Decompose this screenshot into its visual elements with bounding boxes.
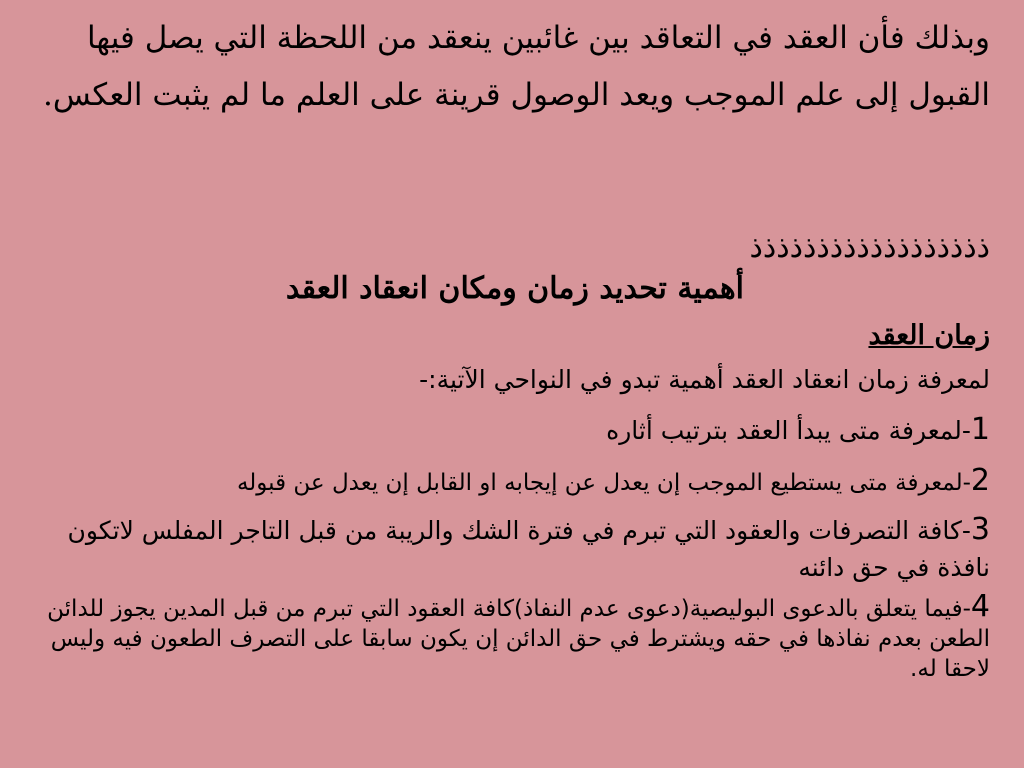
section-heading: أهمية تحديد زمان ومكان انعقاد العقد	[285, 271, 744, 306]
list-item	[30, 511, 990, 586]
item-text: -لمعرفة متى يبدأ العقد بترتيب أثاره	[606, 416, 971, 445]
item-number: 1	[970, 412, 990, 447]
intro-line: لمعرفة زمان انعقاد العقد أهمية تبدو في النواحي الآتية:-	[419, 365, 990, 394]
list-item	[30, 589, 990, 684]
list-item	[30, 408, 990, 453]
list-item	[30, 459, 990, 505]
filler-text: ذذذذذذذذذذذذذذذذذذ	[749, 230, 990, 265]
item-number: 4	[970, 589, 990, 624]
item-text: -فيما يتعلق بالدعوى البوليصية(دعوى عدم النفاذ)كافة العقود التي تبرم من قبل المدين يجوز للدائن الطعن بعدم نفاذها في حقه ويشترط في حق الدائن إن يكون سابقا على التصرف الطعون فيه وليس لاحقا له.	[47, 596, 990, 682]
item-text: -كافة التصرفات والعقود التي تبرم في فترة الشك والريبة من قبل التاجر المفلس لاتكون نافذة في حق دائنه	[67, 516, 990, 582]
item-text: -لمعرفة متى يستطيع الموجب إن يعدل عن إيجابه او القابل إن يعدل عن قبوله	[236, 470, 971, 496]
item-list	[30, 408, 990, 690]
sub-heading: زمان العقد	[868, 320, 990, 351]
intro-paragraph: وبذلك فأن العقد في التعاقد بين غائبين ينعقد من اللحظة التي يصل فيها القبول إلى علم الموجب ويعد الوصول قرينة على العلم ما لم يثبت العكس.	[43, 20, 990, 113]
item-number: 2	[970, 463, 990, 498]
item-number: 3	[970, 512, 990, 547]
